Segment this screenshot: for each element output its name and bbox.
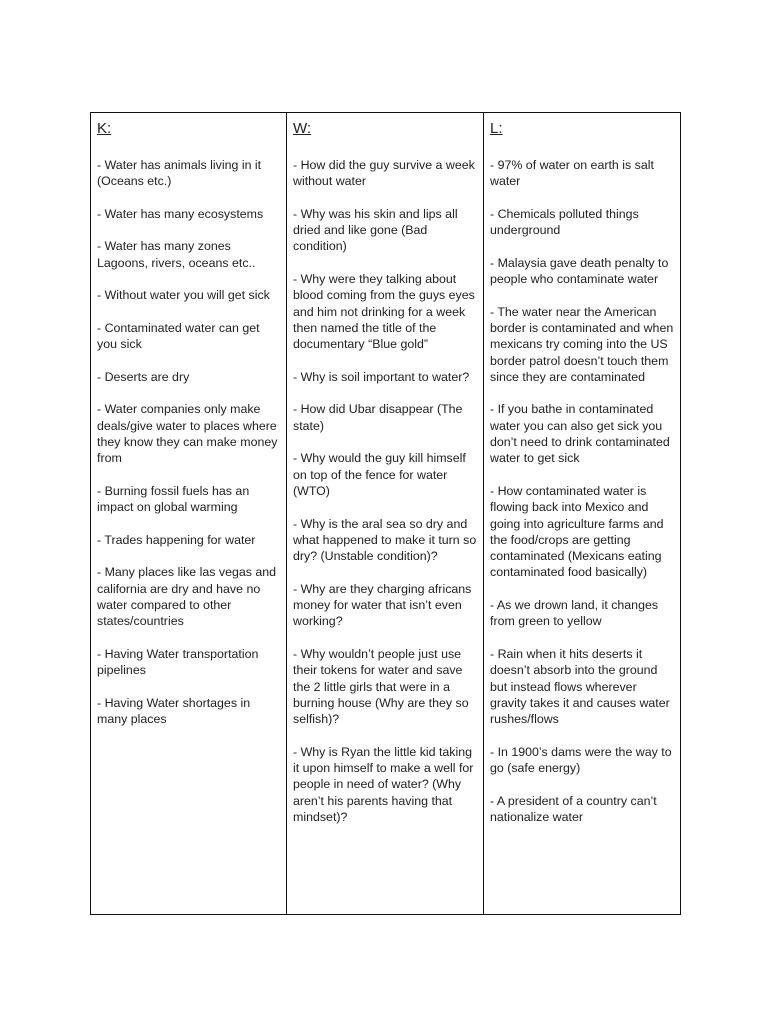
know-item: - Having Water shortages in many places (97, 695, 251, 727)
learned-item: - The water near the American border is contaminated and when mexicans try coming into the US border patrol doesn’t touch them since they are contaminated (490, 304, 674, 384)
want-item: - Why is soil important to water? (293, 369, 470, 384)
know-item: - Without water you will get sick (97, 288, 270, 303)
want-column-content (287, 113, 483, 825)
know-item: - Many places like las vegas and california are dry and have no water compared to other states/countries (97, 565, 277, 629)
want-column (287, 113, 484, 915)
know-item: - Water has many ecosystems (97, 206, 264, 221)
learned-item: - In 1900’s dams were the way to go (safe energy) (490, 744, 672, 775)
know-item: - Burning fossil fuels has an impact on global warming (97, 483, 250, 515)
know-column-content (91, 113, 286, 727)
kwl-row (91, 113, 681, 915)
know-item: - Deserts are dry (97, 369, 190, 384)
want-item: - Why were they talking about blood coming from the guys eyes and him not drinking for a week then named the title of the documentary “Blue gold” (293, 272, 475, 352)
learned-item: - As we drown land, it changes from green to yellow (490, 598, 659, 629)
know-heading: K: (97, 120, 112, 137)
know-item: - Trades happening for water (97, 532, 256, 547)
want-item: - How did the guy survive a week without water (293, 158, 475, 189)
want-item: - How did Ubar disappear (The state) (293, 402, 463, 433)
want-item: - Why would the guy kill himself on top of the fence for water (WTO) (293, 451, 466, 498)
want-item: - Why was his skin and lips all dried and like gone (Bad condition) (293, 206, 458, 254)
learned-item: - If you bathe in contaminated water you can also get sick you don’t need to drink contaminated water to get sick (490, 402, 670, 466)
know-item: - Having Water transportation pipelines (97, 646, 259, 678)
learned-item: - A president of a country can’t nationalize water (490, 793, 657, 824)
want-item: - Why is the aral sea so dry and what happened to make it turn so dry? (Unstable condition)? (293, 516, 477, 564)
know-item: - Contaminated water can get you sick (97, 320, 260, 352)
learned-item: - 97% of water on earth is salt water (490, 158, 654, 189)
want-heading: W: (293, 120, 312, 137)
want-item: - Why is Ryan the little kid taking it upon himself to make a well for people in need of water? (Why aren’t his parents having that mindset)? (293, 744, 474, 824)
want-item: - Why wouldn’t people just use their tokens for water and save the 2 little girls that were in a burning house (Why are they so selfish)? (293, 646, 469, 727)
learned-heading: L: (490, 120, 503, 137)
kwl-chart-table (90, 112, 681, 915)
know-item: - Water has many zones Lagoons, rivers, oceans etc.. (97, 239, 256, 270)
want-item: - Why are they charging africans money for water that isn’t even working? (293, 581, 472, 629)
know-column (91, 113, 287, 915)
learned-column-content (484, 113, 680, 825)
know-item: - Water has animals living in it (Oceans etc.) (97, 158, 262, 189)
learned-item: - Malaysia gave death penalty to people who contaminate water (490, 255, 669, 287)
know-item: - Water companies only make deals/give water to places where they know they can make money from (97, 402, 278, 466)
learned-item: - Rain when it hits deserts it doesn’t absorb into the ground but instead flows wherever gravity takes it and causes water rushes/flows (490, 646, 670, 727)
learned-column (484, 113, 681, 915)
learned-item: - Chemicals polluted things underground (490, 206, 639, 238)
learned-item: - How contaminated water is flowing back into Mexico and going into agriculture farms and the food/crops are getting contaminated (Mexicans eating contaminated food basically) (490, 483, 664, 580)
